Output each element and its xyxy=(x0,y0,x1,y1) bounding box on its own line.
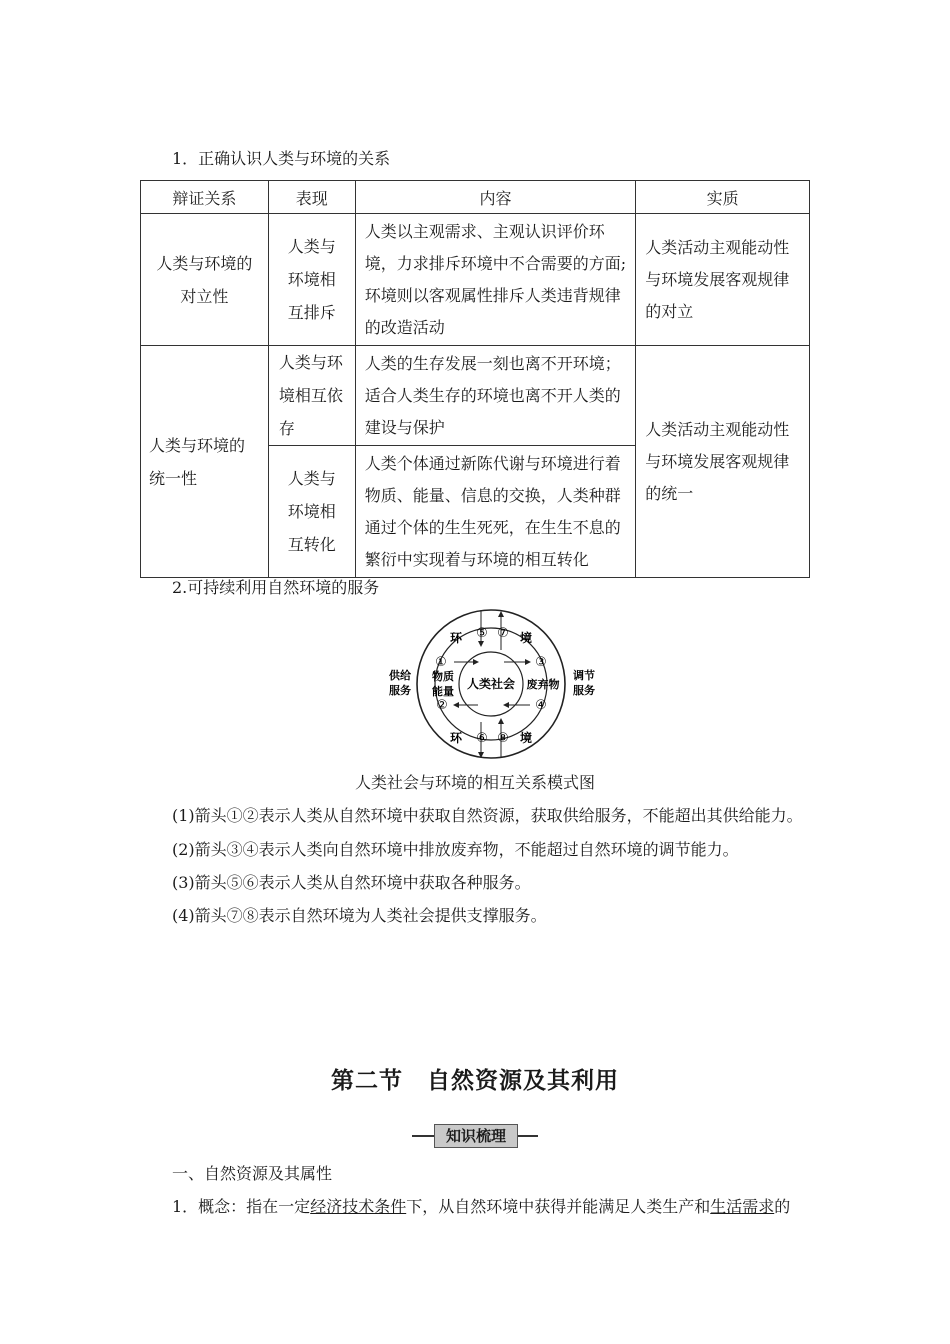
knowledge-badge xyxy=(412,1124,538,1148)
explanation-4: (4)箭头⑦⑧表示自然环境为人类社会提供支撑服务。 xyxy=(172,906,547,925)
table-row-opposition xyxy=(141,214,810,346)
table-header-row xyxy=(141,181,810,214)
diagram-caption: 人类社会与环境的相互关系模式图 xyxy=(354,773,595,792)
explanation-2: (2)箭头③④表示人类向自然环境中排放废弃物，不能超过自然环境的调节能力。 xyxy=(172,840,739,859)
env-char-top-2: 境 xyxy=(519,631,533,645)
unity-content-2: 人类个体通过新陈代谢与环境进行着物质、能量、信息的交换，人类种群通过个体的生生死死，在生生不息的繁衍中实现着与环境的相互转化 xyxy=(355,446,636,578)
label-2: ② xyxy=(436,698,448,713)
relation-diagram xyxy=(370,602,610,762)
opposition-relation: 人类与环境的对立性 xyxy=(141,214,269,346)
explanation-1: (1)箭头①②表示人类从自然环境中获取自然资源，获取供给服务，不能超出其供给能力。 xyxy=(172,806,803,825)
unity-manifestation-2: 人类与环境相互转化 xyxy=(268,446,355,578)
label-6: ⑥ xyxy=(476,731,488,746)
opposition-essence: 人类活动主观能动性与环境发展客观规律的对立 xyxy=(636,214,810,346)
unity-manifestation-1: 人类与环境相互依存 xyxy=(268,346,355,446)
right-inner-label: 废弃物 xyxy=(526,678,560,691)
opposition-content: 人类以主观需求、主观认识评价环境，力求排斥环境中不合需要的方面;环境则以客观属性排斥人类违背规律的改造活动 xyxy=(355,214,636,346)
header-content: 内容 xyxy=(355,181,636,214)
concept-blank-2: 生活需求 xyxy=(710,1197,775,1216)
env-char-top-1: 环 xyxy=(449,631,463,645)
opposition-manifestation: 人类与环境相互排斥 xyxy=(268,214,355,346)
left-inner-label-2: 能量 xyxy=(432,685,454,698)
env-char-bottom-1: 环 xyxy=(449,731,463,745)
label-5: ⑤ xyxy=(476,626,488,641)
header-essence: 实质 xyxy=(636,181,810,214)
label-3: ③ xyxy=(535,655,547,670)
unity-content-1: 人类的生存发展一刻也离不开环境；适合人类生存的环境也离不开人类的建设与保护 xyxy=(355,346,636,446)
explanation-3: (3)箭头⑤⑥表示人类从自然环境中获取各种服务。 xyxy=(172,873,531,892)
section-heading-2: 2.可持续利用自然环境的服务 xyxy=(172,578,380,597)
right-outer-label-2: 服务 xyxy=(573,684,595,697)
center-label: 人类社会 xyxy=(466,677,516,691)
right-outer-label-1: 调节 xyxy=(573,669,595,682)
badge-left-bar xyxy=(412,1135,434,1137)
concept-blank-1: 经济技术条件 xyxy=(310,1197,407,1216)
label-4: ④ xyxy=(535,698,547,713)
label-7: ⑦ xyxy=(497,626,509,641)
label-8: ⑧ xyxy=(497,731,509,746)
section-heading-1: 1．正确认识人类与环境的关系 xyxy=(172,149,391,168)
concept-prefix: 1．概念：指在一定 xyxy=(172,1197,311,1216)
label-1: ① xyxy=(435,655,447,670)
badge-right-bar xyxy=(518,1135,538,1137)
concept-line xyxy=(172,1197,790,1217)
left-outer-label-1: 供给 xyxy=(389,669,411,682)
section-title: 第二节 自然资源及其利用 xyxy=(331,1067,619,1094)
unity-essence: 人类活动主观能动性与环境发展客观规律的统一 xyxy=(636,346,810,578)
relation-table xyxy=(140,180,810,578)
header-manifestation: 表现 xyxy=(268,181,355,214)
concept-suffix: 的 xyxy=(774,1197,791,1216)
table-row-unity-1 xyxy=(141,346,810,446)
env-char-bottom-2: 境 xyxy=(519,731,533,745)
left-outer-label-2: 服务 xyxy=(389,684,411,697)
subsection-heading: 一、自然资源及其属性 xyxy=(172,1164,333,1183)
header-relation: 辩证关系 xyxy=(141,181,269,214)
concept-middle: 下，从自然环境中获得并能满足人类生产和 xyxy=(406,1197,711,1216)
unity-relation: 人类与环境的统一性 xyxy=(141,346,269,578)
badge-label: 知识梳理 xyxy=(434,1124,518,1148)
left-inner-label-1: 物质 xyxy=(432,670,454,683)
